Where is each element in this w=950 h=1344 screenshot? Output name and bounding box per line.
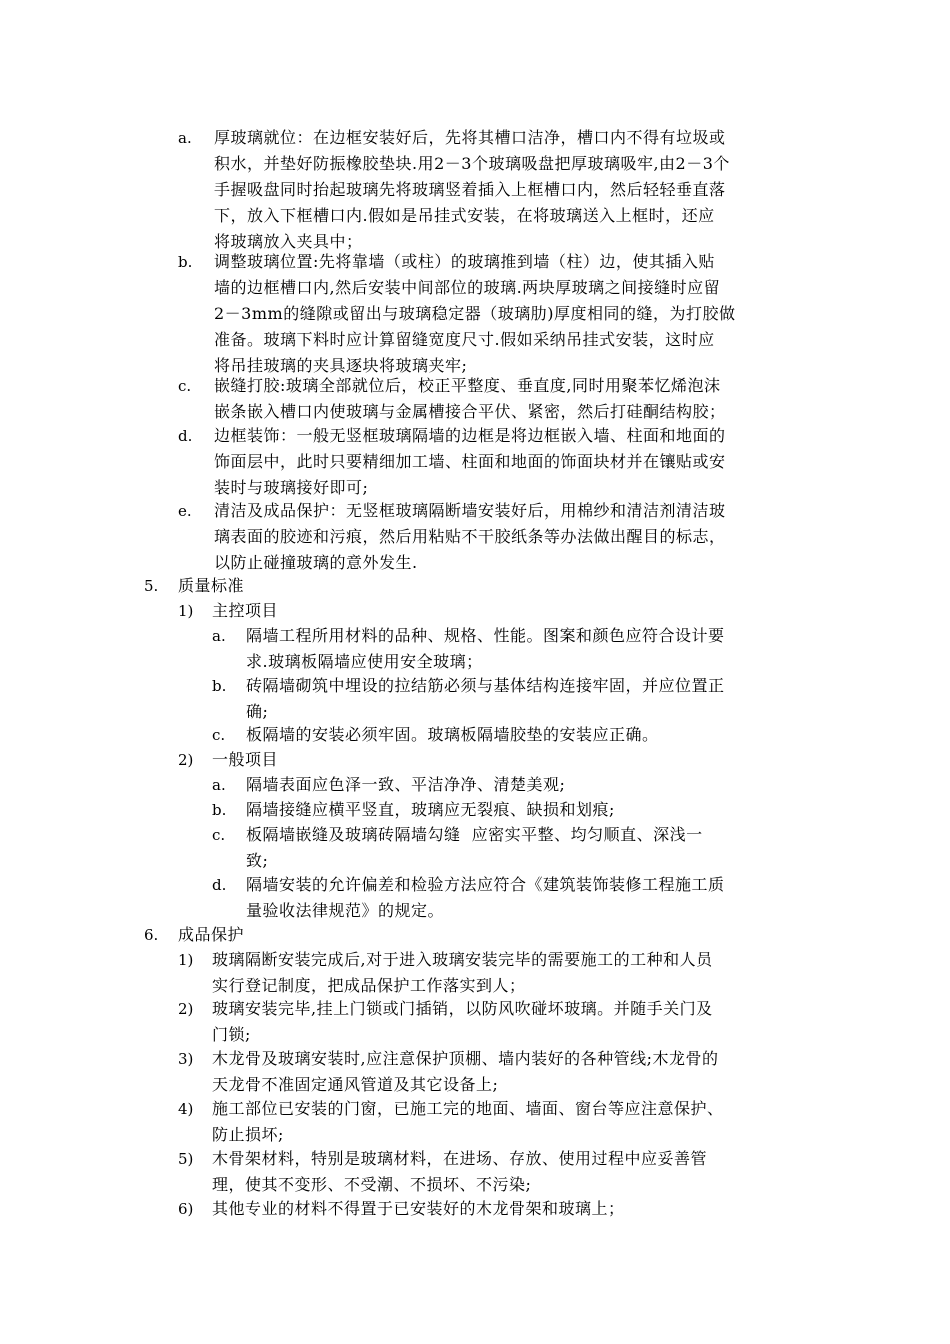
list-item-body xyxy=(212,1096,724,1148)
list-item-body xyxy=(212,1196,625,1222)
text-line: 嵌条嵌入槽口内使玻璃与金属槽接合平伏、紧密，然后打硅酮结构胶； xyxy=(214,402,726,421)
install-step-b xyxy=(178,249,735,379)
list-item-body xyxy=(214,423,726,501)
list-marker: d. xyxy=(178,427,193,445)
text-line: 隔墙表面应色泽一致、平洁净净、清楚美观; xyxy=(246,775,566,794)
list-item-body xyxy=(246,623,725,675)
list-marker: 2) xyxy=(178,1000,194,1018)
subsection-title: 主控项目 xyxy=(212,601,279,620)
install-step-c xyxy=(178,373,726,425)
section-heading-product-protection xyxy=(144,922,244,948)
text-line: 实行登记制度，把成品保护工作落实到人； xyxy=(212,976,526,995)
list-item-body xyxy=(246,772,565,798)
subsection-title: 一般项目 xyxy=(212,750,279,769)
text-line: 边框装饰：一般无竖框玻璃隔墙的边框是将边框嵌入墙、柱面和地面的 xyxy=(214,426,726,445)
list-marker: 3) xyxy=(178,1050,194,1068)
text-line: 木骨架材料，特别是玻璃材料，在进场、存放、使用过程中应妥善管 xyxy=(212,1149,708,1168)
text-line: 积水，并垫好防振橡胶垫块.用2－3个玻璃吸盘把厚玻璃吸牢,由2－3个 xyxy=(214,154,730,173)
protection-item-3 xyxy=(178,1046,718,1098)
list-item-body xyxy=(246,797,615,823)
text-line: 隔墙接缝应横平竖直，玻璃应无裂痕、缺损和划痕; xyxy=(246,800,615,819)
text-line: 其他专业的材料不得置于已安装好的木龙骨架和玻璃上； xyxy=(212,1199,625,1218)
protection-item-4 xyxy=(178,1096,724,1148)
text-line: 板隔墙嵌缝及玻璃砖隔墙勾缝 应密实平整、均匀顺直、深浅一 xyxy=(246,825,703,844)
text-line: 砖隔墙砌筑中埋设的拉结筋必须与基体结构连接牢固，并应位置正 xyxy=(246,676,725,695)
list-item-body xyxy=(214,498,726,576)
list-item-body xyxy=(212,996,713,1048)
list-item-body xyxy=(212,1146,707,1198)
section-title: 质量标准 xyxy=(178,576,245,595)
section-number: 5. xyxy=(144,577,159,595)
text-line: 门锁; xyxy=(212,1025,251,1044)
text-line: 玻璃安装完毕,挂上门锁或门插销，以防风吹碰坏玻璃。并随手关门及 xyxy=(212,999,713,1018)
list-marker: a. xyxy=(212,627,226,645)
subsection-number: 1) xyxy=(178,602,194,620)
list-item-body xyxy=(214,373,726,425)
general-item-c xyxy=(212,822,703,874)
text-line: 清洁及成品保护：无竖框玻璃隔断墙安装好后，用棉纱和清洁剂清洁玻 xyxy=(214,501,726,520)
protection-item-5 xyxy=(178,1146,707,1198)
list-item-body xyxy=(246,722,659,748)
list-marker: e. xyxy=(178,502,192,520)
protection-item-2 xyxy=(178,996,713,1048)
text-line: 饰面层中，此时只要精细加工墙、柱面和地面的饰面块材并在镶贴或安 xyxy=(214,452,726,471)
text-line: 以防止碰撞玻璃的意外发生. xyxy=(214,553,418,572)
subsection-heading-main-items xyxy=(178,598,278,624)
main-item-c xyxy=(212,722,659,748)
list-marker: c. xyxy=(178,377,192,395)
subsection-number: 2) xyxy=(178,751,194,769)
text-line: 隔墙工程所用材料的品种、规格、性能。图案和颜色应符合设计要 xyxy=(246,626,725,645)
section-number: 6. xyxy=(144,926,159,944)
section-title: 成品保护 xyxy=(178,925,245,944)
text-line: 手握吸盘同时抬起玻璃先将玻璃竖着插入上框槽口内，然后轻轻垂直落 xyxy=(214,180,726,199)
text-line: 2－3mm的缝隙或留出与玻璃稳定器（玻璃肋)厚度相同的缝，为打胶做 xyxy=(214,304,736,323)
list-marker: c. xyxy=(212,826,226,844)
general-item-d xyxy=(212,872,725,924)
protection-item-1 xyxy=(178,947,713,999)
text-line: 量验收法律规范》的规定。 xyxy=(246,901,445,920)
text-line: 确; xyxy=(246,702,269,721)
text-line: 厚玻璃就位：在边框安装好后，先将其槽口洁净，槽口内不得有垃圾或 xyxy=(214,128,726,147)
protection-item-6 xyxy=(178,1196,625,1222)
general-item-b xyxy=(212,797,615,823)
list-item-body xyxy=(246,822,703,874)
text-line: 理，使其不变形、不受潮、不损坏、不污染; xyxy=(212,1175,532,1194)
list-item-body xyxy=(212,1046,718,1098)
list-marker: b. xyxy=(212,677,227,695)
text-line: 板隔墙的安装必须牢固。玻璃板隔墙胶垫的安装应正确。 xyxy=(246,725,659,744)
install-step-e xyxy=(178,498,726,576)
list-marker: a. xyxy=(212,776,226,794)
list-marker: 5) xyxy=(178,1150,194,1168)
subsection-heading-general-items xyxy=(178,747,278,773)
text-line: 求.玻璃板隔墙应使用安全玻璃； xyxy=(246,652,483,671)
main-item-b xyxy=(212,673,725,725)
text-line: 嵌缝打胶:玻璃全部就位后，校正平整度、垂直度,同时用聚苯忆烯泡沫 xyxy=(214,376,721,395)
text-line: 天龙骨不准固定通风管道及其它设备上; xyxy=(212,1075,499,1094)
list-marker: 4) xyxy=(178,1100,194,1118)
text-line: 施工部位已安装的门窗，已施工完的地面、墙面、窗台等应注意保护、 xyxy=(212,1099,724,1118)
text-line: 墙的边框槽口内,然后安装中间部位的玻璃.两块厚玻璃之间接缝时应留 xyxy=(214,278,721,297)
text-line: 准备。玻璃下料时应计算留缝宽度尺寸.假如采纳吊挂式安装，这时应 xyxy=(214,330,715,349)
text-line: 将吊挂玻璃的夹具逐块将玻璃夹牢; xyxy=(214,356,468,375)
text-line: 玻璃隔断安装完成后,对于进入玻璃安装完毕的需要施工的工种和人员 xyxy=(212,950,713,969)
install-step-a xyxy=(178,125,730,255)
list-item-body xyxy=(246,872,725,924)
list-marker: a. xyxy=(178,129,192,147)
list-item-body xyxy=(246,673,725,725)
list-marker: b. xyxy=(178,253,193,271)
list-marker: 6) xyxy=(178,1200,194,1218)
text-line: 木龙骨及玻璃安装时,应注意保护顶棚、墙内装好的各种管线;木龙骨的 xyxy=(212,1049,719,1068)
text-line: 调整玻璃位置:先将靠墙（或柱）的玻璃推到墙（柱）边，使其插入贴 xyxy=(214,252,715,271)
text-line: 隔墙安装的允许偏差和检验方法应符合《建筑装饰装修工程施工质 xyxy=(246,875,725,894)
text-line: 下，放入下框槽口内.假如是吊挂式安装，在将玻璃送入上框时，还应 xyxy=(214,206,715,225)
list-marker: b. xyxy=(212,801,227,819)
general-item-a xyxy=(212,772,565,798)
list-item-body xyxy=(214,249,735,379)
list-marker: d. xyxy=(212,876,227,894)
text-line: 将玻璃放入夹具中； xyxy=(214,232,363,251)
text-line: 璃表面的胶迹和污痕，然后用粘贴不干胶纸条等办法做出醒目的标志， xyxy=(214,527,726,546)
list-marker: c. xyxy=(212,726,226,744)
install-step-d xyxy=(178,423,726,501)
text-line: 装时与玻璃接好即可; xyxy=(214,478,369,497)
list-marker: 1) xyxy=(178,951,194,969)
list-item-body xyxy=(214,125,730,255)
text-line: 致; xyxy=(246,851,269,870)
main-item-a xyxy=(212,623,725,675)
section-heading-quality xyxy=(144,573,244,599)
text-line: 防止损坏; xyxy=(212,1125,284,1144)
list-item-body xyxy=(212,947,713,999)
